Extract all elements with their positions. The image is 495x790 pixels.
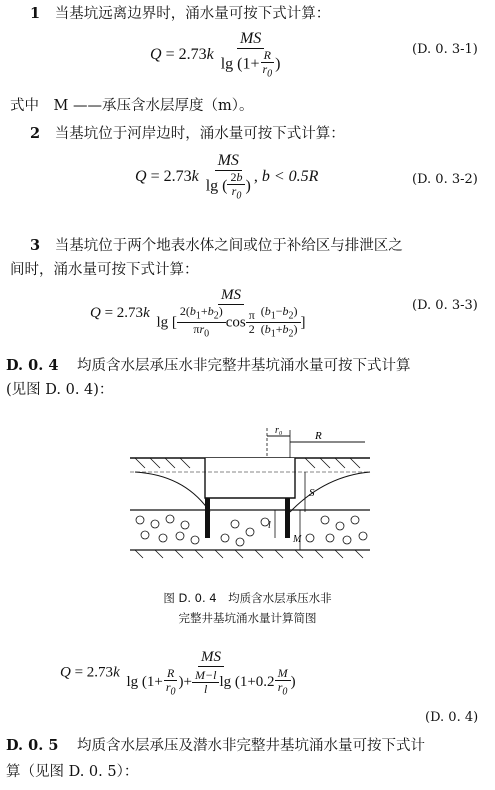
label-M: M: [293, 534, 302, 545]
figure-caption-line1: 图 D. 0. 4 均质含水层承压水非: [163, 591, 332, 605]
label-r0: r₀: [275, 425, 283, 436]
item2-number: 2: [30, 125, 41, 142]
d05-number: D. 0. 5: [6, 737, 59, 754]
label-S: S: [309, 487, 315, 499]
item3-text1: 当基坑位于两个地表水体之间或位于补给区与排泄区之: [54, 238, 403, 254]
figure-caption-line2: 完整井基坑涌水量计算简图: [178, 611, 317, 625]
figure-d04-diagram: [125, 420, 375, 570]
d04-text1: 均质含水层承压水非完整井基坑涌水量可按下式计算: [77, 358, 411, 374]
item1-paragraph: [30, 4, 330, 24]
where-clause: 式中 M ——承压含水层厚度（m）。: [10, 98, 254, 114]
eq-number-d033: (D. 0. 3-3): [412, 298, 478, 313]
d05-text2: 算（见图 D. 0. 5）：: [6, 764, 139, 780]
d04-text2: (见图 D. 0. 4)：: [6, 382, 114, 398]
d05-text1: 均质含水层承压及潜水非完整井基坑涌水量可按下式计: [77, 738, 426, 754]
label-l: l: [268, 520, 271, 531]
item1-number: 1: [30, 5, 41, 22]
equation-d032: Q = 2.73k MS lg ( $\frac{2b}{r_0}$ ) , b < 0.5R: [135, 152, 319, 202]
eq-number-d031: (D. 0. 3-1): [412, 42, 478, 57]
eq-number-d04: (D. 0. 4): [425, 710, 479, 725]
equation-d031: Q = 2.73k MS lg (1+ $\frac{R}{r_0}$ ): [150, 30, 281, 80]
item2-text: 当基坑位于河岸边时，涌水量可按下式计算：: [54, 126, 345, 142]
item2-paragraph: [30, 124, 345, 144]
item3-paragraph-line1: [30, 236, 403, 256]
item3-text2: 间时，涌水量可按下式计算：: [10, 262, 199, 278]
item1-text: 当基坑远离边界时，涌水量可按下式计算：: [54, 6, 331, 22]
equation-d033: Q = 2.73k MS lg [ $\frac{2(b_1+b_2)}{\pi r_0}$ cos $\frac{\pi}{2}$ $\frac{(b_1-b_2)}{(b_1+b_2)}$ ]: [90, 287, 306, 340]
eq-number-d032: (D. 0. 3-2): [412, 172, 478, 187]
d05-paragraph-line1: [6, 736, 425, 756]
d04-number: D. 0. 4: [6, 357, 59, 374]
d04-paragraph-line1: [6, 356, 411, 376]
label-R: R: [315, 430, 322, 442]
equation-d04: Q = 2.73k MS lg (1+ $\frac{R}{r_0}$ )+ $\frac{M-l}{l}$ lg (1+0.2 $\frac{M}{r_0}$ ): [60, 649, 296, 698]
item3-number: 3: [30, 237, 41, 254]
eq2-condition: b < 0.5R: [261, 167, 319, 185]
